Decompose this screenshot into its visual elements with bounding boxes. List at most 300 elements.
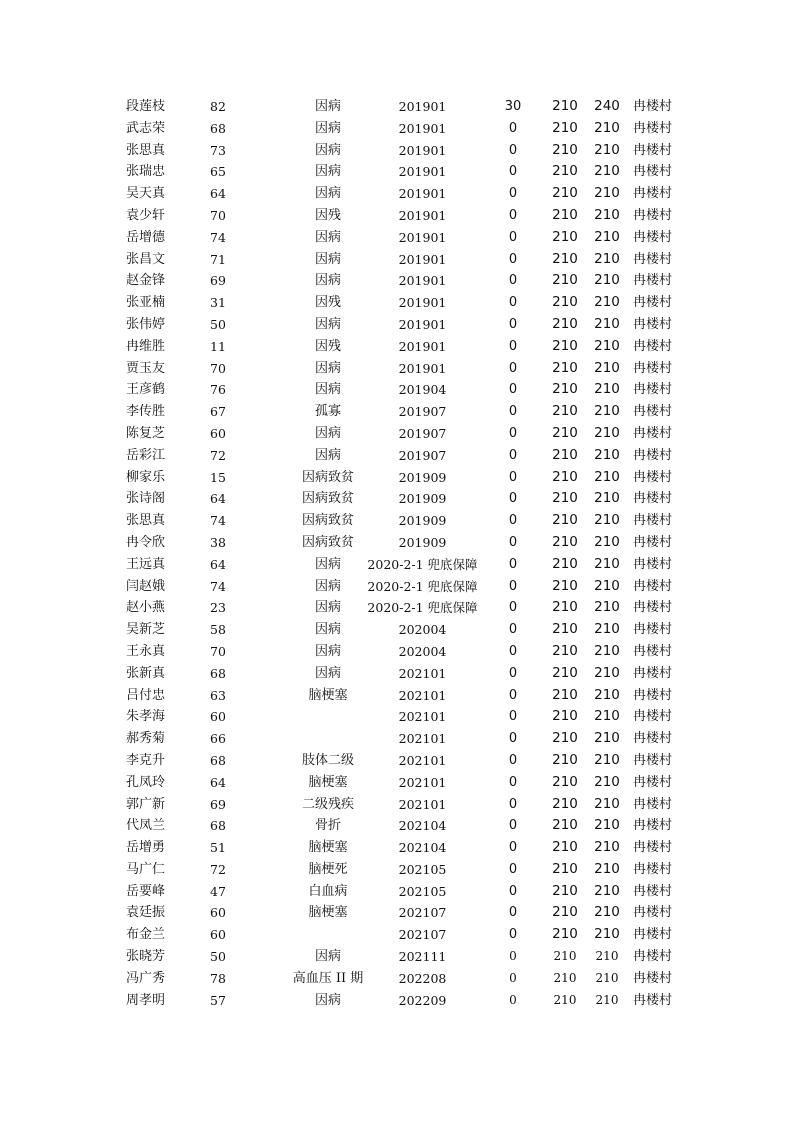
reason-cell: 因病 [314,643,341,659]
name-cell: 张伟婷 [126,316,166,332]
name-cell: 武志荣 [126,120,166,136]
reason-cell: 因病 [314,273,341,289]
amount-c-cell: 210 [594,817,620,834]
reason-cell: 因病 [314,425,341,441]
name-cell: 赵金锋 [126,273,166,289]
reason-cell: 因病 [314,360,341,376]
village-cell: 冉楼村 [633,142,673,158]
table-row [0,379,793,401]
amount-b-cell: 210 [552,817,578,834]
amount-a-cell: 0 [509,949,517,964]
age-cell: 74 [210,513,226,529]
amount-c-cell: 210 [594,424,620,441]
table-row [0,881,793,903]
amount-c-cell: 210 [594,490,620,507]
village-cell: 冉楼村 [633,534,673,550]
name-cell: 张新真 [126,665,166,681]
amount-b-cell: 210 [552,119,578,136]
date-cell: 202111 [398,949,447,965]
reason-cell: 因病 [314,142,341,158]
village-cell: 冉楼村 [633,120,673,136]
reason-cell: 因病 [314,992,341,1008]
age-cell: 38 [210,534,226,550]
reason-cell: 因残 [314,338,341,354]
amount-c-cell: 210 [594,228,620,245]
table-row [0,401,793,423]
amount-b-cell: 210 [552,839,578,856]
date-cell: 202107 [398,905,447,921]
table-row [0,859,793,881]
age-cell: 69 [210,273,226,289]
reason-cell: 因病 [314,600,341,616]
name-cell: 段莲枝 [126,99,166,114]
table-row [0,772,793,794]
amount-c-cell: 210 [594,860,620,877]
table-row [0,96,793,118]
name-cell: 吕付忠 [126,687,166,703]
amount-b-cell: 210 [552,512,578,529]
village-cell: 冉楼村 [633,665,673,681]
date-cell: 2020-2-1 兜底保障 [367,578,478,594]
amount-a-cell: 0 [508,469,518,485]
village-cell: 冉楼村 [633,425,673,441]
name-cell: 吴天真 [126,186,166,202]
amount-a-cell: 0 [508,142,518,158]
amount-a-cell: 0 [508,600,518,616]
table-row [0,292,793,314]
table-row [0,227,793,249]
amount-b-cell: 210 [552,163,578,180]
name-cell: 赵小燕 [126,600,166,616]
amount-b-cell: 210 [553,949,577,964]
table-row [0,445,793,467]
amount-c-cell: 210 [594,686,620,703]
table-row [0,750,793,772]
age-cell: 66 [210,731,226,747]
reason-cell: 骨折 [314,818,341,834]
amount-c-cell: 210 [594,381,620,398]
amount-b-cell: 210 [552,337,578,354]
table-row [0,161,793,183]
age-cell: 68 [210,665,226,681]
age-cell: 60 [210,927,226,943]
amount-a-cell: 0 [508,927,518,943]
reason-cell: 因病 [314,120,341,136]
date-cell: 201909 [398,513,447,529]
amount-c-cell: 210 [594,185,620,202]
village-cell: 冉楼村 [633,992,673,1008]
reason-cell: 因病 [314,447,341,463]
age-cell: 67 [210,404,226,420]
amount-b-cell: 210 [552,577,578,594]
amount-b-cell: 210 [552,642,578,659]
record-table [0,96,793,1011]
age-cell: 57 [210,992,226,1008]
amount-b-cell: 210 [552,272,578,289]
age-cell: 70 [210,643,226,659]
table-row [0,924,793,946]
age-cell: 60 [210,905,226,921]
village-cell: 冉楼村 [633,164,673,180]
amount-b-cell: 210 [552,533,578,550]
amount-a-cell: 0 [508,905,518,921]
amount-c-cell: 210 [594,403,620,420]
amount-c-cell: 210 [594,926,620,943]
name-cell: 闫赵娥 [126,578,166,594]
amount-c-cell: 210 [594,555,620,572]
date-cell: 201901 [398,164,447,180]
amount-a-cell: 30 [504,99,522,114]
date-cell: 2020-2-1 兜底保障 [367,556,478,572]
table-row [0,510,793,532]
amount-a-cell: 0 [508,425,518,441]
date-cell: 202104 [398,840,447,856]
village-cell: 冉楼村 [633,556,673,572]
village-cell: 冉楼村 [633,622,673,638]
amount-c-cell: 210 [595,970,619,985]
name-cell: 吴新芝 [126,622,166,638]
table-row [0,183,793,205]
amount-b-cell: 210 [552,381,578,398]
amount-c-cell: 210 [594,795,620,812]
amount-a-cell: 0 [508,360,518,376]
date-cell: 201901 [398,316,447,332]
amount-a-cell: 0 [508,382,518,398]
village-cell: 冉楼村 [633,709,673,725]
amount-c-cell: 240 [594,98,620,114]
date-cell: 202101 [398,687,447,703]
amount-b-cell: 210 [553,992,577,1007]
amount-c-cell: 210 [594,708,620,725]
reason-cell: 脑梗死 [308,861,348,877]
table-row [0,794,793,816]
amount-c-cell: 210 [594,141,620,158]
amount-c-cell: 210 [594,163,620,180]
amount-b-cell: 210 [552,599,578,616]
village-cell: 冉楼村 [633,840,673,856]
date-cell: 202101 [398,774,447,790]
table-row [0,118,793,140]
amount-c-cell: 210 [594,773,620,790]
table-row [0,619,793,641]
amount-a-cell: 0 [508,513,518,529]
reason-cell: 因病 [314,229,341,245]
amount-a-cell: 0 [508,883,518,899]
village-cell: 冉楼村 [633,251,673,267]
amount-a-cell: 0 [508,295,518,311]
table-row [0,358,793,380]
table-row [0,728,793,750]
date-cell: 202004 [398,643,447,659]
age-cell: 73 [210,142,226,158]
date-cell: 202208 [398,970,447,986]
amount-a-cell: 0 [508,229,518,245]
name-cell: 张思真 [126,513,166,529]
amount-a-cell: 0 [508,273,518,289]
village-cell: 冉楼村 [633,186,673,202]
amount-b-cell: 210 [552,708,578,725]
reason-cell: 因病 [314,251,341,267]
name-cell: 岳增德 [126,229,166,245]
amount-a-cell: 0 [508,622,518,638]
age-cell: 64 [210,774,226,790]
date-cell: 201901 [398,207,447,223]
amount-b-cell: 210 [552,446,578,463]
name-cell: 李克升 [126,752,166,768]
amount-a-cell: 0 [508,120,518,136]
name-cell: 朱孝海 [126,709,166,725]
amount-b-cell: 210 [552,773,578,790]
table-row [0,815,793,837]
amount-a-cell: 0 [509,992,517,1007]
age-cell: 74 [210,578,226,594]
name-cell: 张亚楠 [126,295,166,311]
amount-a-cell: 0 [508,731,518,747]
reason-cell: 因病 [314,382,341,398]
age-cell: 71 [210,251,226,267]
table-row [0,554,793,576]
name-cell: 李传胜 [126,404,166,420]
reason-cell: 因病 [314,99,341,114]
reason-cell: 因病致贫 [301,513,354,529]
table-row [0,576,793,598]
amount-c-cell: 210 [595,992,619,1007]
name-cell: 岳要峰 [126,883,166,899]
amount-a-cell: 0 [508,207,518,223]
amount-a-cell: 0 [508,818,518,834]
reason-cell: 因残 [314,207,341,223]
reason-cell: 脑梗塞 [308,905,348,921]
age-cell: 23 [210,600,226,616]
age-cell: 68 [210,120,226,136]
table-row [0,837,793,859]
name-cell: 王远真 [126,556,166,572]
village-cell: 冉楼村 [633,600,673,616]
amount-a-cell: 0 [508,665,518,681]
amount-a-cell: 0 [508,404,518,420]
date-cell: 201901 [398,142,447,158]
date-cell: 201907 [398,425,447,441]
amount-c-cell: 210 [594,642,620,659]
amount-a-cell: 0 [508,164,518,180]
amount-a-cell: 0 [508,687,518,703]
age-cell: 72 [210,861,226,877]
date-cell: 202105 [398,883,447,899]
village-cell: 冉楼村 [633,491,673,507]
amount-a-cell: 0 [508,578,518,594]
amount-a-cell: 0 [508,709,518,725]
amount-c-cell: 210 [594,119,620,136]
date-cell: 202101 [398,796,447,812]
village-cell: 冉楼村 [633,229,673,245]
date-cell: 201901 [398,295,447,311]
amount-a-cell: 0 [508,643,518,659]
amount-a-cell: 0 [508,840,518,856]
name-cell: 冉维胜 [126,338,166,354]
reason-cell: 因病致贫 [301,491,354,507]
date-cell: 201901 [398,120,447,136]
amount-c-cell: 210 [594,294,620,311]
amount-c-cell: 210 [594,839,620,856]
amount-c-cell: 210 [595,949,619,964]
amount-c-cell: 210 [594,250,620,267]
table-row [0,314,793,336]
amount-c-cell: 210 [594,359,620,376]
date-cell: 202004 [398,622,447,638]
amount-a-cell: 0 [508,491,518,507]
reason-cell: 因病致贫 [301,534,354,550]
age-cell: 64 [210,186,226,202]
village-cell: 冉楼村 [633,207,673,223]
village-cell: 冉楼村 [633,752,673,768]
village-cell: 冉楼村 [633,927,673,943]
village-cell: 冉楼村 [633,578,673,594]
age-cell: 50 [210,949,226,965]
date-cell: 201901 [398,273,447,289]
table-row [0,140,793,162]
table-row [0,968,793,990]
amount-b-cell: 210 [552,926,578,943]
date-cell: 202105 [398,861,447,877]
table-row [0,423,793,445]
name-cell: 王永真 [126,643,166,659]
date-cell: 201901 [398,186,447,202]
table-row [0,467,793,489]
age-cell: 11 [210,338,226,354]
age-cell: 78 [210,970,226,986]
village-cell: 冉楼村 [633,382,673,398]
village-cell: 冉楼村 [633,796,673,812]
amount-b-cell: 210 [552,904,578,921]
amount-a-cell: 0 [508,861,518,877]
reason-cell: 因病 [314,578,341,594]
name-cell: 王彦鹤 [126,382,166,398]
village-cell: 冉楼村 [633,99,673,114]
age-cell: 47 [210,883,226,899]
village-cell: 冉楼村 [633,273,673,289]
name-cell: 代凤兰 [126,818,166,834]
table-row [0,990,793,1012]
age-cell: 63 [210,687,226,703]
reason-cell: 因病 [314,186,341,202]
amount-b-cell: 210 [553,970,577,985]
table-row [0,902,793,924]
amount-c-cell: 210 [594,621,620,638]
reason-cell: 因病 [314,665,341,681]
amount-b-cell: 210 [552,686,578,703]
reason-cell: 白血病 [308,883,348,899]
reason-cell: 因残 [314,295,341,311]
age-cell: 68 [210,752,226,768]
village-cell: 冉楼村 [633,360,673,376]
reason-cell: 脑梗塞 [308,774,348,790]
amount-b-cell: 210 [552,359,578,376]
village-cell: 冉楼村 [633,905,673,921]
amount-a-cell: 0 [508,251,518,267]
village-cell: 冉楼村 [633,469,673,485]
village-cell: 冉楼村 [633,513,673,529]
amount-b-cell: 210 [552,795,578,812]
amount-a-cell: 0 [508,338,518,354]
amount-a-cell: 0 [508,316,518,332]
name-cell: 马广仁 [126,861,166,877]
name-cell: 张思真 [126,142,166,158]
village-cell: 冉楼村 [633,731,673,747]
amount-a-cell: 0 [509,970,517,985]
amount-b-cell: 210 [552,490,578,507]
amount-b-cell: 210 [552,228,578,245]
date-cell: 201909 [398,534,447,550]
amount-c-cell: 210 [594,730,620,747]
amount-b-cell: 210 [552,403,578,420]
amount-c-cell: 210 [594,577,620,594]
amount-a-cell: 0 [508,447,518,463]
reason-cell: 孤寡 [314,404,341,420]
amount-b-cell: 210 [552,860,578,877]
reason-cell: 因病 [314,949,341,965]
amount-c-cell: 210 [594,882,620,899]
amount-b-cell: 210 [552,424,578,441]
age-cell: 70 [210,360,226,376]
name-cell: 柳家乐 [126,469,166,485]
table-row [0,685,793,707]
name-cell: 张瑞忠 [126,164,166,180]
date-cell: 201901 [398,338,447,354]
amount-a-cell: 0 [508,752,518,768]
table-row [0,706,793,728]
amount-c-cell: 210 [594,337,620,354]
table-row [0,663,793,685]
village-cell: 冉楼村 [633,949,673,965]
amount-c-cell: 210 [594,272,620,289]
date-cell: 202101 [398,752,447,768]
reason-cell: 因病 [314,556,341,572]
amount-b-cell: 210 [552,294,578,311]
reason-cell: 肢体二级 [301,752,354,768]
amount-c-cell: 210 [594,664,620,681]
table-row [0,641,793,663]
age-cell: 76 [210,382,226,398]
date-cell: 202104 [398,818,447,834]
name-cell: 袁少轩 [126,207,166,223]
name-cell: 岳增勇 [126,840,166,856]
age-cell: 68 [210,818,226,834]
name-cell: 贾玉友 [126,360,166,376]
reason-cell: 高血压 II 期 [292,970,364,986]
age-cell: 65 [210,164,226,180]
village-cell: 冉楼村 [633,861,673,877]
amount-a-cell: 0 [508,796,518,812]
date-cell: 201909 [398,491,447,507]
name-cell: 冉令欣 [126,534,166,550]
age-cell: 82 [210,99,226,114]
amount-b-cell: 210 [552,250,578,267]
date-cell: 202101 [398,731,447,747]
village-cell: 冉楼村 [633,818,673,834]
table-row [0,488,793,510]
village-cell: 冉楼村 [633,316,673,332]
date-cell: 201901 [398,229,447,245]
age-cell: 74 [210,229,226,245]
table-row [0,336,793,358]
name-cell: 布金兰 [126,927,166,943]
amount-b-cell: 210 [552,621,578,638]
amount-c-cell: 210 [594,446,620,463]
date-cell: 202101 [398,709,447,725]
village-cell: 冉楼村 [633,447,673,463]
village-cell: 冉楼村 [633,687,673,703]
table-row [0,249,793,271]
